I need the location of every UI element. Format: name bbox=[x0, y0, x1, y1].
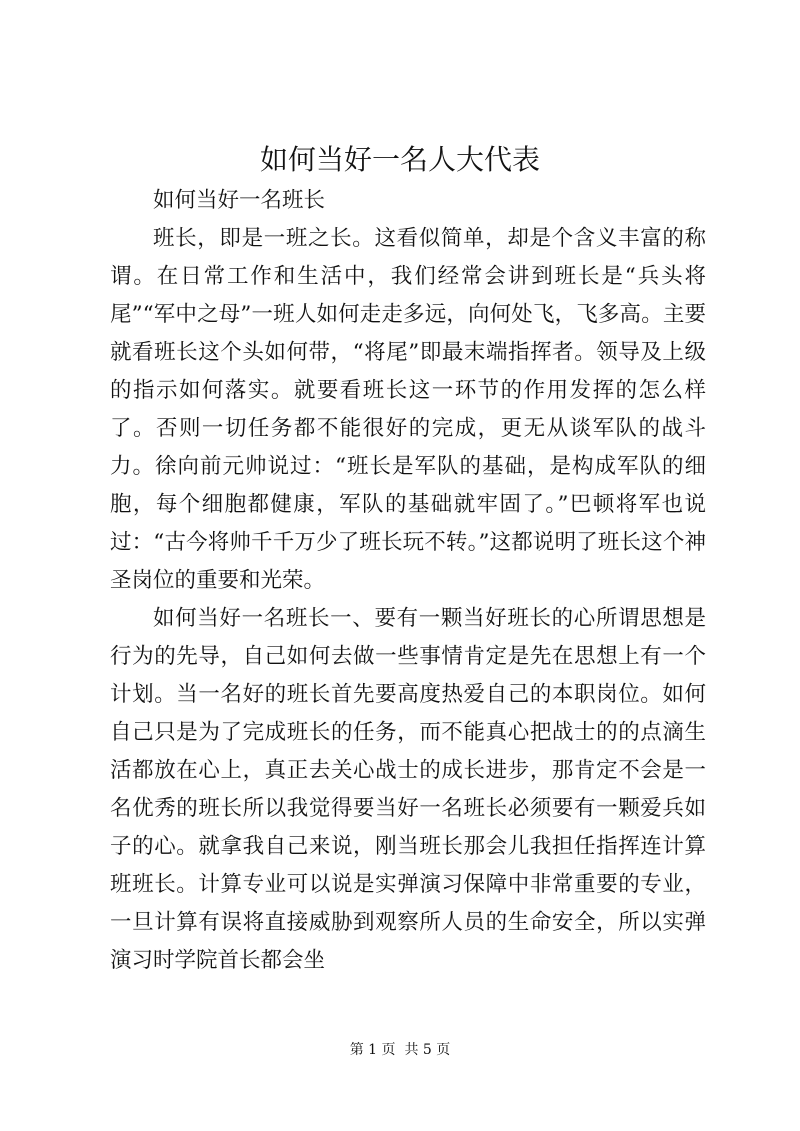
body-paragraph: 如何当好一名班长一、要有一颗当好班长的心所谓思想是行为的先导，自己如何去做一些事情肯定是先在思想上有一个计划。当一名好的班长首先要高度热爱自己的本职岗位。如何自己只是为了完成班长的任务，而不能真心把战士的的点滴生活都放在心上，真正去关心战士的成长进步，那肯定不会是一名优秀的班长所以我觉得要当好一名班长必须要有一颗爱兵如子的心。就拿我自己来说，刚当班长那会儿我担任指挥连计算班班长。计算专业可以说是实弹演习保障中非常重要的专业，一旦计算有误将直接威胁到观察所人员的生命安全，所以实弹演习时学院首长都会坐 bbox=[110, 606, 706, 973]
page-number: 第 1 页 共 5 页 bbox=[349, 1042, 451, 1058]
document-title: 如何当好一名人大代表 bbox=[259, 143, 540, 176]
page-footer bbox=[0, 1040, 800, 1060]
body-paragraph: 班长，即是一班之长。这看似简单，却是个含义丰富的称谓。在日常工作和生活中，我们经常会讲到班长是“兵头将尾”“军中之母”一班人如何走走多远，向何处飞，飞多高。主要就看班长这个头如何带，“将尾”即最末端指挥者。领导及上级的指示如何落实。就要看班长这一环节的作用发挥的怎么样了。否则一切任务都不能很好的完成，更无从谈军队的战斗力。徐向前元帅说过：“班长是军队的基础，是构成军队的细胞，每个细胞都健康，军队的基础就牢固了。”巴顿将军也说过：“古今将帅千千万少了班长玩不转。”这都说明了班长这个神圣岗位的重要和光荣。 bbox=[110, 226, 706, 593]
subtitle-paragraph: 如何当好一名班长 bbox=[153, 188, 326, 213]
document-body bbox=[110, 182, 706, 980]
